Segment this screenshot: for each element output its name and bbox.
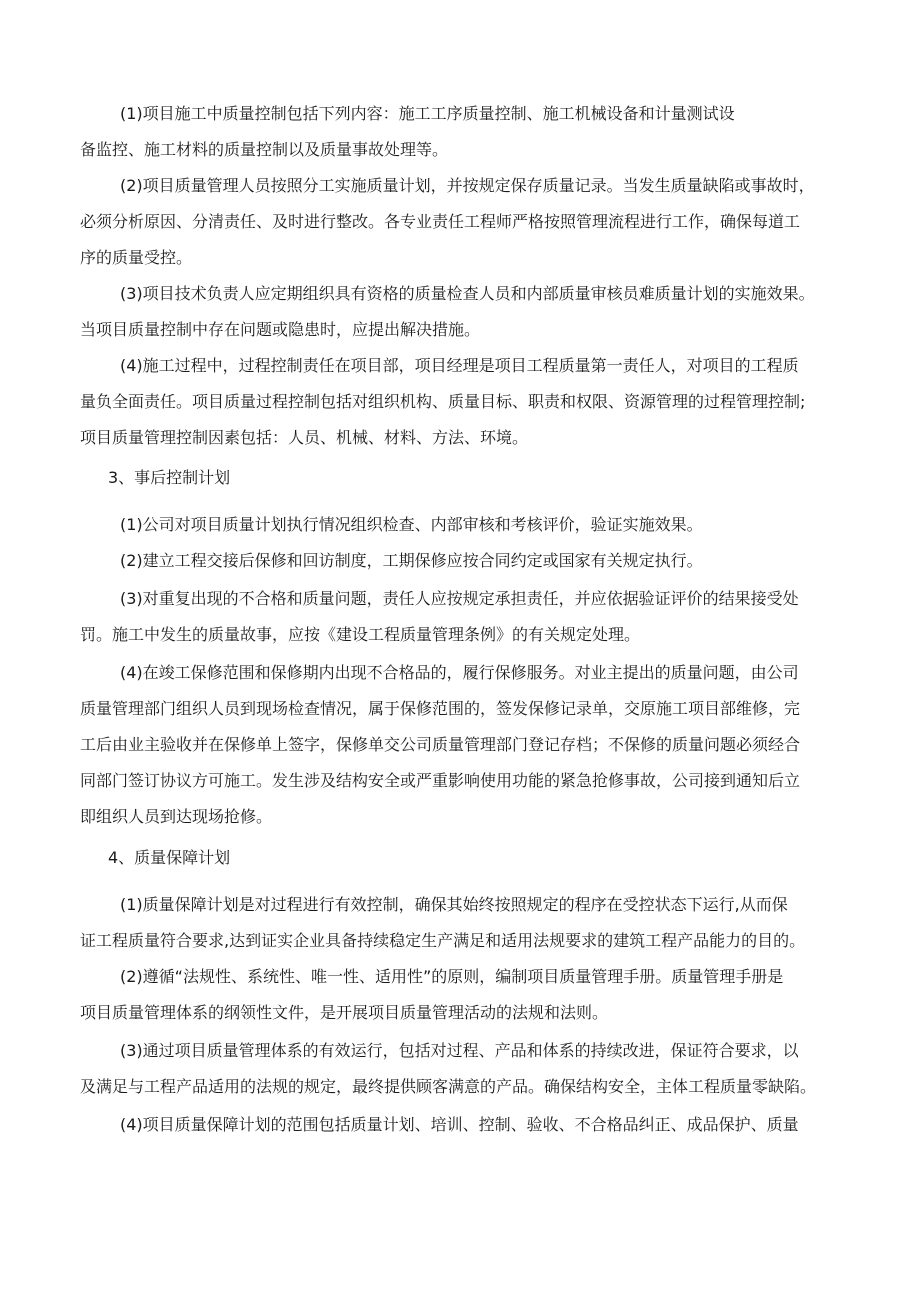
text-line: 当项目质量控制中存在问题或隐患时，应提出解决措施。 — [80, 320, 481, 339]
text-line: (1)公司对项目质量计划执行情况组织检查、内部审核和考核评价，验证实施效果。 — [120, 515, 703, 534]
text-line: 质量管理部门组织人员到现场检查情况，属于保修范围的，签发保修记录单，交原施工项目部维修，完 — [80, 699, 801, 718]
section-heading: 3、事后控制计划 — [108, 468, 231, 487]
text-line: 罚。施工中发生的质量故事，应按《建设工程质量管理条例》的有关规定处理。 — [80, 625, 641, 644]
text-line: 证工程质量符合要求,达到证实企业具备持续稳定生产满足和适用法规要求的建筑工程产品能力的目的。 — [80, 931, 806, 950]
text-line: (4)施工过程中，过程控制责任在项目部，项目经理是项目工程质量第一责任人，对项目的工程质 — [120, 356, 799, 375]
text-line: 量负全面责任。项目质量过程控制包括对组织机构、质量目标、职责和权限、资源管理的过程管理控制; — [80, 392, 806, 411]
text-line: 及满足与工程产品适用的法规的规定，最终提供顾客满意的产品。确保结构安全，主体工程质量零缺陷。 — [80, 1077, 817, 1096]
text-line: 备监控、施工材料的质量控制以及质量事故处理等。 — [80, 140, 449, 159]
section-heading: 4、质量保障计划 — [108, 848, 231, 867]
text-line: (2)项目质量管理人员按照分工实施质量计划，并按规定保存质量记录。当发生质量缺陷或事故时， — [120, 176, 815, 195]
text-line: (3)对重复出现的不合格和质量问题，责任人应按规定承担责任，并应依据验证评价的结果接受处 — [120, 589, 799, 608]
text-line: (3)通过项目质量管理体系的有效运行，包括对过程、产品和体系的持续改进，保证符合要求，以 — [120, 1041, 799, 1060]
text-line: (2)遵循“法规性、系统性、唯一性、适用性”的原则，编制项目质量管理手册。质量管理手册是 — [120, 967, 784, 986]
text-line: (2)建立工程交接后保修和回访制度，工期保修应按合同约定或国家有关规定执行。 — [120, 551, 703, 570]
text-line: (1)质量保障计划是对过程进行有效控制，确保其始终按照规定的程序在受控状态下运行,从而保 — [120, 895, 788, 914]
text-line: (3)项目技术负责人应定期组织具有资格的质量检查人员和内部质量审核员难质量计划的实施效果。 — [120, 284, 815, 303]
text-line: (1)项目施工中质量控制包括下列内容：施工工序质量控制、施工机械设备和计量测试设 — [120, 104, 735, 123]
text-line: 同部门签订协议方可施工。发生涉及结构安全或严重影响使用功能的紧急抢修事故，公司接到通知后立 — [80, 771, 801, 790]
text-line: 工后由业主验收并在保修单上签字，保修单交公司质量管理部门登记存档；不保修的质量问题必须经合 — [80, 735, 801, 754]
text-line: 必须分析原因、分清责任、及时进行整改。各专业责任工程师严格按照管理流程进行工作，确保每道工 — [80, 212, 801, 231]
text-line: 项目质量管理控制因素包括：人员、机械、材料、方法、环境。 — [80, 428, 529, 447]
text-line: 项目质量管理体系的纲领性文件，是开展项目质量管理活动的法规和法则。 — [80, 1003, 609, 1022]
text-line: (4)在竣工保修范围和保修期内出现不合格品的，履行保修服务。对业主提出的质量问题，由公司 — [120, 663, 799, 682]
text-line: 即组织人员到达现场抢修。 — [80, 807, 273, 826]
text-line: 序的质量受控。 — [80, 248, 193, 267]
text-line: (4)项目质量保障计划的范围包括质量计划、培训、控制、验收、不合格品纠正、成品保护、质量 — [120, 1115, 799, 1134]
